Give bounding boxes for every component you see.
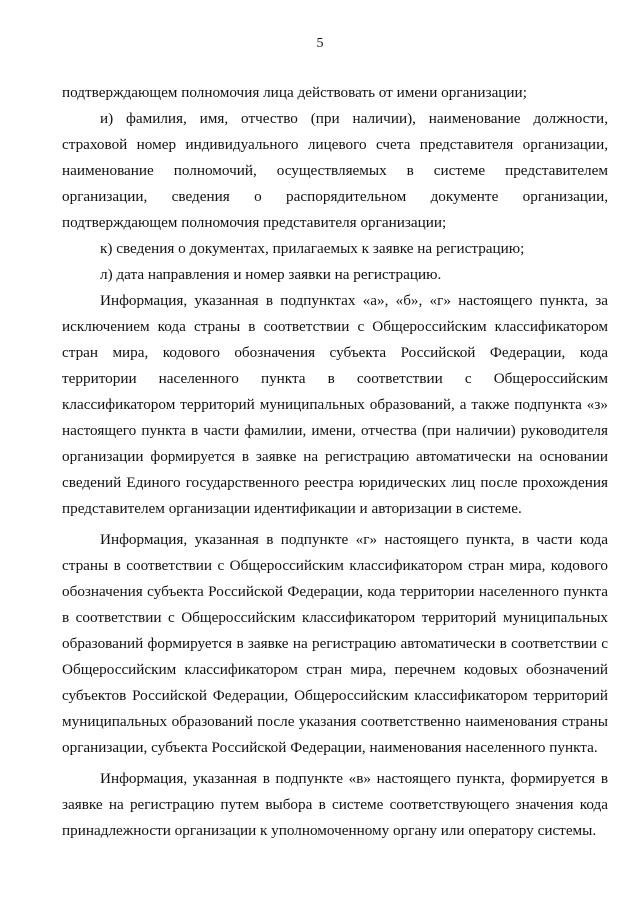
- page-number: 5: [316, 36, 324, 51]
- paragraph-item-k: к) сведения о документах, прилагаемых к заявке на регистрацию;: [100, 240, 525, 257]
- paragraph-info-3: Информация, указанная в подпункте «в» настоящего пункта, формируется в заявке на регистрацию путем выбора в системе соответствующего значения кода принадлежности организации к уполномоченному органу или оператору системы.: [62, 770, 608, 839]
- paragraph-info-1: Информация, указанная в подпунктах «а», «б», «г» настоящего пункта, за исключением кода страны в соответствии с Общероссийским классификатором стран мира, кодового обозначения субъекта Российской Федерации, кода территории населенного пункта в соответствии с Общероссийским классификатором территорий муниципальных образований, а также подпункта «з» настоящего пункта в части фамилии, имени, отчества (при наличии) руководителя организации формируется в заявке на регистрацию автоматически на основании сведений Единого государственного реестра юридических лиц после прохождения представителем организации идентификации и авторизации в системе.: [62, 292, 608, 517]
- paragraph-item-l: л) дата направления и номер заявки на регистрацию.: [100, 266, 442, 283]
- paragraph-continuation: подтверждающем полномочия лица действовать от имени организации;: [62, 84, 527, 101]
- paragraph-info-2: Информация, указанная в подпункте «г» настоящего пункта, в части кода страны в соответствии с Общероссийским классификатором стран мира, кодового обозначения субъекта Российской Федерации, кода территории населенного пункта в соответствии с Общероссийским классификатором территорий муниципальных образований формируется в заявке на регистрацию автоматически в соответствии с Общероссийским классификатором стран мира, перечнем кодовых обозначений субъектов Российской Федерации, Общероссийским классификатором территорий муниципальных образований после указания соответственно наименования страны организации, субъекта Российской Федерации, наименования населенного пункта.: [62, 531, 608, 756]
- document-body: [62, 80, 608, 844]
- paragraph-item-i: и) фамилия, имя, отчество (при наличии), наименование должности, страховой номер индивидуального лицевого счета представителя организации, наименование полномочий, осуществляемых в системе представителем организации, сведения о распорядительном документе организации, подтверждающем полномочия представителя организации;: [62, 110, 608, 231]
